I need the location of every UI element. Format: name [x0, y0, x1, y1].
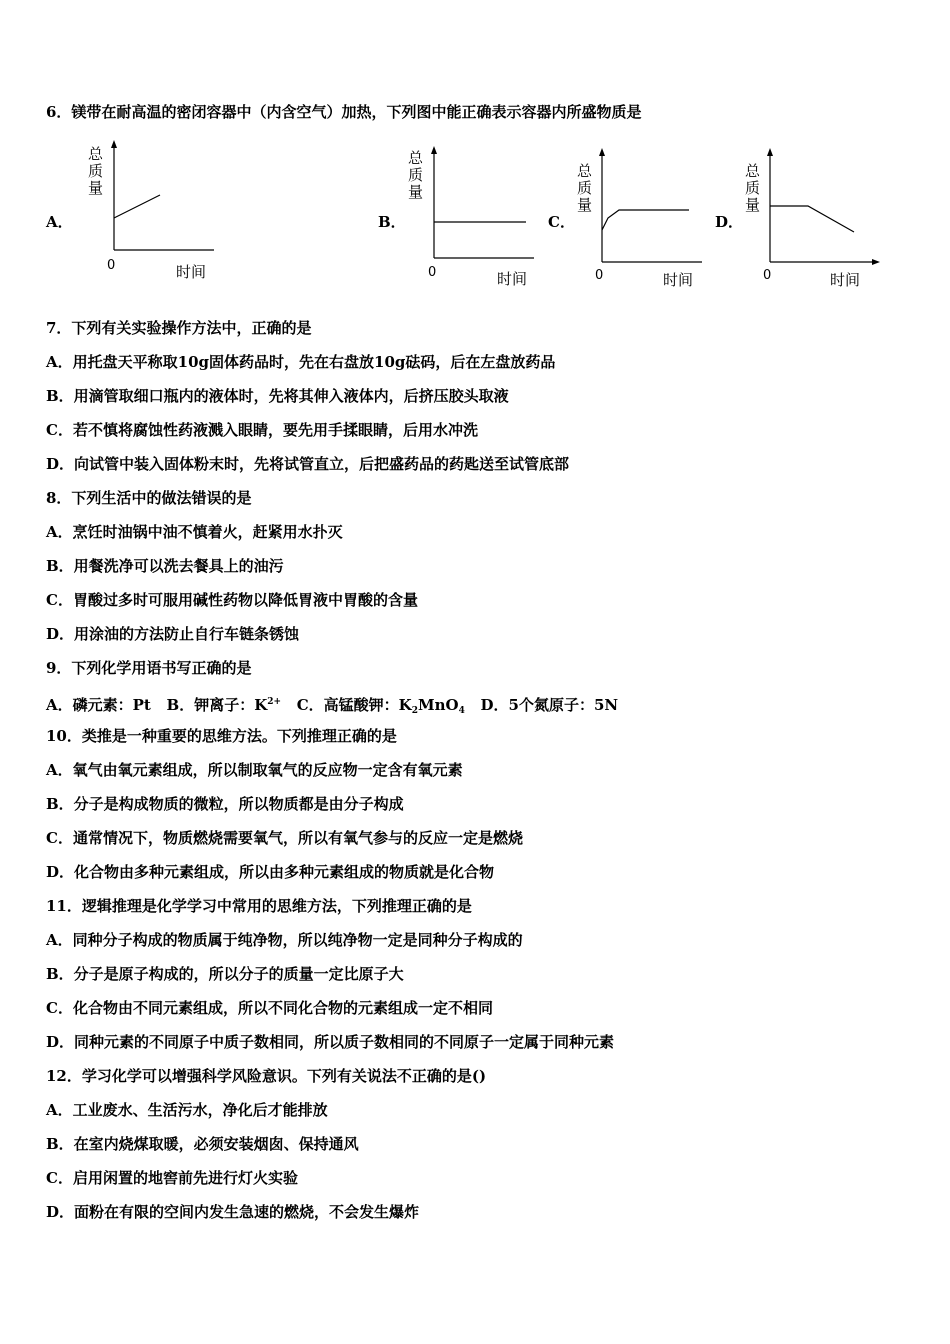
q8-option-d: D．用涂油的方法防止自行车链条锈蚀 — [46, 625, 300, 643]
q10-option-d: D．化合物由多种元素组成，所以由多种元素组成的物质就是化合物 — [46, 863, 495, 881]
question-12-stem: 12．学习化学可以增强科学风险意识。下列有关说法不正确的是() — [46, 1067, 487, 1085]
question-7-stem: 7．下列有关实验操作方法中，正确的是 — [46, 319, 312, 337]
graph-d-curve — [770, 206, 854, 232]
q7-option-a: A．用托盘天平称取10g固体药品时，先在右盘放10g砝码，后在左盘放药品 — [46, 353, 556, 371]
q10-option-c: C．通常情况下，物质燃烧需要氧气，所以有氧气参与的反应一定是燃烧 — [46, 829, 523, 847]
option-d-label: D． — [715, 213, 744, 231]
q7-option-c: C．若不慎将腐蚀性药液溅入眼睛，要先用手揉眼睛，后用水冲洗 — [46, 421, 478, 439]
question-8-stem: 8．下列生活中的做法错误的是 — [46, 489, 252, 507]
graph-a-y-label: 总质量 — [88, 145, 104, 197]
q11-option-b: B．分子是原子构成的，所以分子的质量一定比原子大 — [46, 965, 404, 983]
option-c-label: C． — [548, 213, 575, 231]
graph-d — [762, 148, 880, 266]
q11-option-c: C．化合物由不同元素组成，所以不同化合物的元素组成一定不相同 — [46, 999, 493, 1017]
graph-d-x-label: 时间 — [830, 271, 861, 289]
graph-d-origin: 0 — [763, 268, 772, 283]
graph-a — [106, 140, 216, 255]
graph-b-y-label: 总质量 — [408, 149, 424, 201]
q10-option-b: B．分子是构成物质的微粒，所以物质都是由分子构成 — [46, 795, 404, 813]
graph-c-origin: 0 — [595, 268, 604, 283]
q9-option-b: B．钾离子：$K^{2+}$ — [166, 696, 282, 714]
question-9-stem: 9．下列化学用语书写正确的是 — [46, 659, 252, 677]
graph-c-x-label: 时间 — [663, 271, 694, 289]
q9-option-a: A．磷元素：Pt — [46, 696, 151, 714]
q12-option-a: A．工业废水、生活污水，净化后才能排放 — [46, 1101, 328, 1119]
q8-option-c: C．胃酸过多时可服用碱性药物以降低胃液中胃酸的含量 — [46, 591, 418, 609]
question-6-stem: 6．镁带在耐高温的密闭容器中（内含空气）加热，下列图中能正确表示容器内所盛物质是 — [46, 103, 642, 121]
q9-option-c: C．高锰酸钾：$K_2MnO_4$ — [296, 696, 465, 716]
q8-option-b: B．用餐洗净可以洗去餐具上的油污 — [46, 557, 284, 575]
question-10-stem: 10．类推是一种重要的思维方法。下列推理正确的是 — [46, 727, 397, 745]
graph-b — [426, 146, 536, 261]
q11-option-a: A．同种分子构成的物质属于纯净物，所以纯净物一定是同种分子构成的 — [46, 931, 523, 949]
graph-c — [594, 148, 704, 266]
option-a-label: A． — [46, 213, 73, 231]
graph-b-x-label: 时间 — [497, 270, 528, 288]
graph-c-y-label: 总质量 — [577, 162, 593, 214]
graph-d-y-label: 总质量 — [745, 162, 761, 214]
question-11-stem: 11．逻辑推理是化学学习中常用的思维方法，下列推理正确的是 — [46, 897, 472, 915]
q12-option-c: C．启用闲置的地窖前先进行灯火实验 — [46, 1169, 298, 1187]
graph-c-curve — [602, 210, 689, 230]
graph-a-origin: 0 — [107, 258, 116, 273]
graph-a-x-label: 时间 — [176, 263, 207, 281]
q9-option-d: D．5个氮原子：5N — [480, 696, 619, 714]
q7-option-b: B．用滴管取细口瓶内的液体时，先将其伸入液体内，后挤压胶头取液 — [46, 387, 509, 405]
q7-option-d: D．向试管中装入固体粉末时，先将试管直立，后把盛药品的药匙送至试管底部 — [46, 455, 570, 473]
q8-option-a: A．烹饪时油锅中油不慎着火，赶紧用水扑灭 — [46, 523, 343, 541]
q10-option-a: A．氧气由氧元素组成，所以制取氧气的反应物一定含有氧元素 — [46, 761, 463, 779]
graph-a-curve — [114, 195, 160, 218]
q9-options-row — [46, 692, 618, 721]
q12-option-b: B．在室内烧煤取暖，必须安装烟囱、保持通风 — [46, 1135, 359, 1153]
option-b-label: B． — [378, 213, 406, 231]
q11-option-d: D．同种元素的不同原子中质子数相同，所以质子数相同的不同原子一定属于同种元素 — [46, 1033, 615, 1051]
q12-option-d: D．面粉在有限的空间内发生急速的燃烧，不会发生爆炸 — [46, 1203, 420, 1221]
graph-b-origin: 0 — [428, 265, 437, 280]
